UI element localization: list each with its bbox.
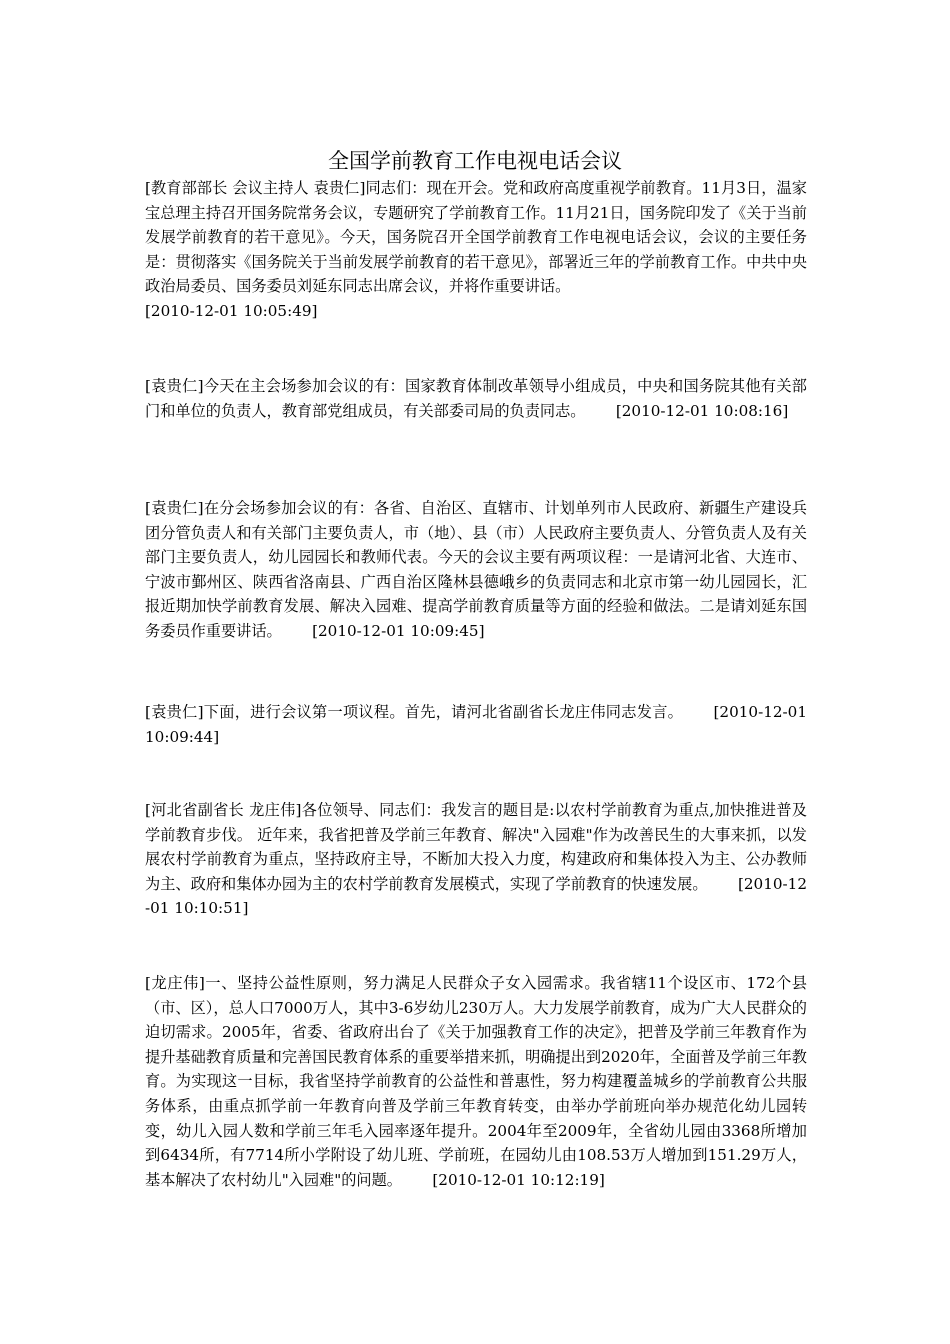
paragraph-text: [袁贵仁]今天在主会场参加会议的有：国家教育体制改革领导小组成员，中央和国务院其他有关部门和单位的负责人，教育部党组成员，有关部委司局的负责同志。 <box>145 377 807 420</box>
paragraph-timestamp: [2010-12-01 10:05:49] <box>145 301 318 320</box>
transcript-paragraph <box>145 374 807 423</box>
transcript-paragraph <box>145 798 807 921</box>
transcript-paragraph <box>145 176 807 324</box>
document-title: 全国学前教育工作电视电话会议 <box>328 149 622 173</box>
paragraph-text: [河北省副省长 龙庄伟]各位领导、同志们：我发言的题目是:以农村学前教育为重点,加快推进普及学前教育步伐。 近年来，我省把普及学前三年教育、解决"入园难"作为改善民生的大事来抓，以发展农村学前教育为重点，坚持政府主导，不断加大投入力度，构建政府和集体投入为主、公办教师为主、政府和集体办园为主的农村学前教育发展模式，实现了学前教育的快速发展。 <box>145 801 807 893</box>
transcript-paragraph <box>145 496 807 644</box>
transcript-paragraph <box>145 700 807 749</box>
paragraph-timestamp: [2010-12-01 10:12:19] <box>432 1170 605 1189</box>
paragraph-text: [袁贵仁]在分会场参加会议的有：各省、自治区、直辖市、计划单列市人民政府、新疆生产建设兵团分管负责人和有关部门主要负责人，市（地）、县（市）人民政府主要负责人、分管负责人及有关部门主要负责人，幼儿园园长和教师代表。今天的会议主要有两项议程：一是请河北省、大连市、宁波市鄞州区、陕西省洛南县、广西自治区隆林县德峨乡的负责同志和北京市第一幼儿园园长，汇报近期加快学前教育发展、解决入园难、提高学前教育质量等方面的经验和做法。二是请刘延东国务委员作重要讲话。 <box>145 499 807 640</box>
transcript-paragraph <box>145 971 807 1192</box>
paragraph-text: [袁贵仁]下面，进行会议第一项议程。首先，请河北省副省长龙庄伟同志发言。 <box>145 703 684 721</box>
paragraph-timestamp: [2010-12-01 10:10:51] <box>145 874 807 918</box>
paragraph-timestamp: [2010-12-01 10:09:44] <box>145 703 807 746</box>
paragraph-timestamp: [2010-12-01 10:08:16] <box>615 401 789 420</box>
paragraph-text: [教育部部长 会议主持人 袁贵仁]同志们：现在开会。党和政府高度重视学前教育。11月3日，温家宝总理主持召开国务院常务会议，专题研究了学前教育工作。11月21日，国务院印发了《关于当前发展学前教育的若干意见》。今天，国务院召开全国学前教育工作电视电话会议，会议的主要任务是：贯彻落实《国务院关于当前发展学前教育的若干意见》，部署近三年的学前教育工作。中共中央政治局委员、国务委员刘延东同志出席会议，并将作重要讲话。 <box>145 179 807 296</box>
paragraph-timestamp: [2010-12-01 10:09:45] <box>312 621 485 640</box>
paragraph-text: [龙庄伟]一、坚持公益性原则，努力满足人民群众子女入园需求。我省辖11个设区市、172个县（市、区），总人口7000万人，其中3-6岁幼儿230万人。大力发展学前教育，成为广大人民群众的迫切需求。2005年，省委、省政府出台了《关于加强教育工作的决定》，把普及学前三年教育作为提升基础教育质量和完善国民教育体系的重要举措来抓，明确提出到2020年，全面普及学前三年教育。为实现这一目标，我省坚持学前教育的公益性和普惠性，努力构建覆盖城乡的学前教育公共服务体系，由重点抓学前一年教育向普及学前三年教育转变，由举办学前班向举办规范化幼儿园转变，幼儿入园人数和学前三年毛入园率逐年提升。2004年至2009年，全省幼儿园由3368所增加到6434所，有7714所小学附设了幼儿班、学前班，在园幼儿由108.53万人增加到151.29万人，基本解决了农村幼儿"入园难"的问题。 <box>145 974 807 1189</box>
